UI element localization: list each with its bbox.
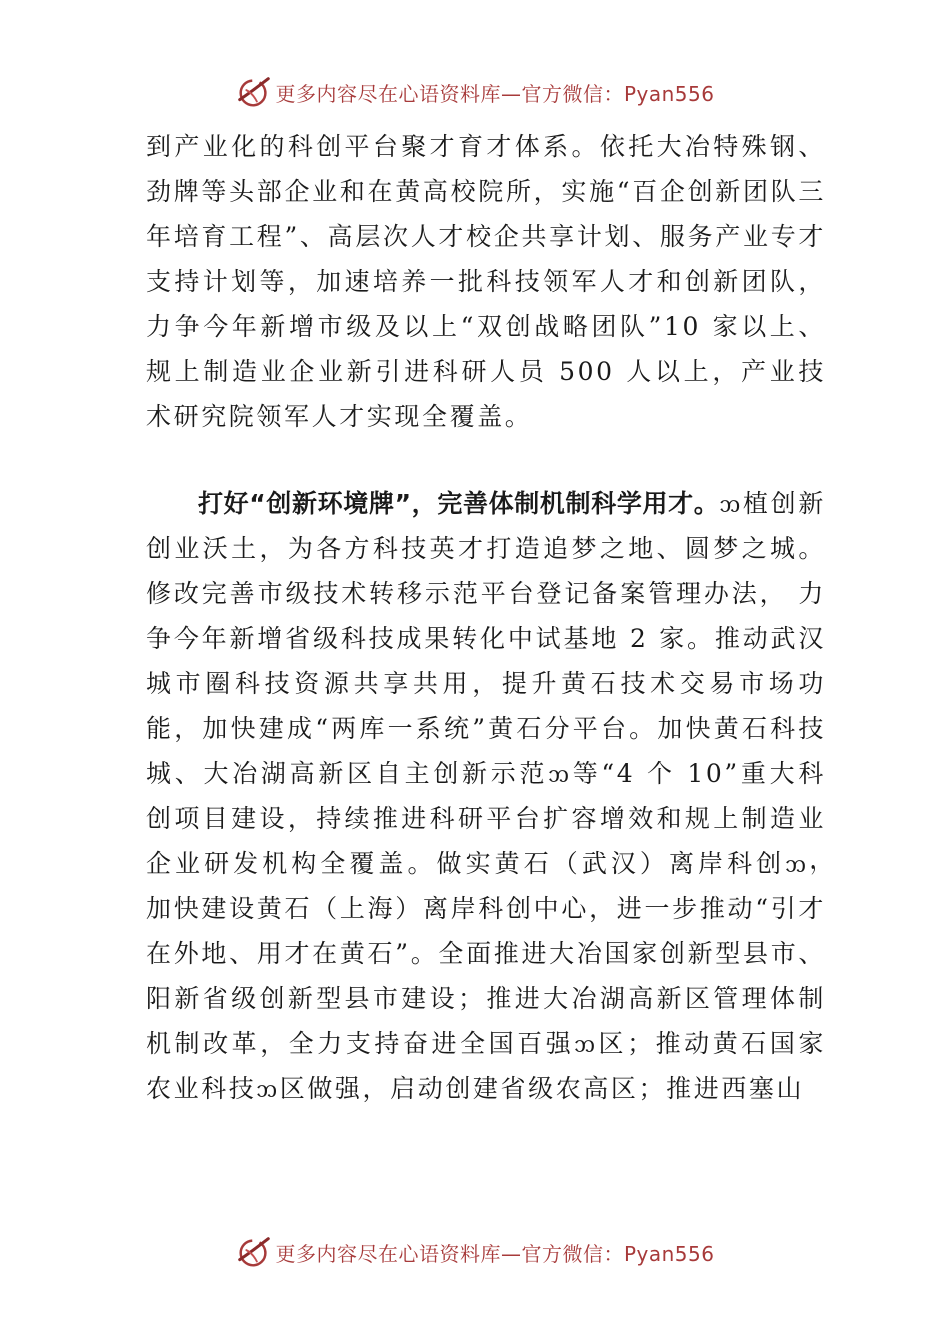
paragraph-talent-system: 到产业化的科创平台聚才育才体系。依托大冶特殊钢、劲牌等头部企业和在黄高校院所，实施“百企创新团队三年培育工程”、高层次人才校企共享计划、服务产业专才支持计划等，加速培养一批科技领军人才和创新团队， 力争今年新增市级及以上“双创战略团队”10 家以上、规上制造业企业新引进科研人员 500 人以上，产业技术研究院领军人才实现全覆盖。 [146,132,826,431]
footer-banner-text: 更多内容尽在心语资料库—官方微信：Pyan556 [275,1241,715,1266]
footer-banner [0,1232,950,1272]
paragraph-innovation-environment [146,481,826,1111]
brush-seal-logo-icon [235,1233,273,1271]
document-body [146,124,826,1111]
brush-seal-logo-icon [235,73,273,111]
paragraph-body-text: ᦘ植创新创业沃土，为各方科技英才打造追梦之地、圆梦之城。修改完善市级技术转移示范平台登记备案管理办法， 力争今年新增省级科技成果转化中试基地 2 家。推动武汉城市圈科技资源共享共用，提升黄石技术交易市场功能，加快建成“两库一系统”黄石分平台。加快黄石科技城、大冶湖高新区自主创新示范ᦘ等“4 个 10”重大科创项目建设，持续推进科研平台扩容增效和规上制造业企业研发机构全覆盖。做实黄石（武汉）离岸科创ᦘ， 加快建设黄石（上海）离岸科创中心，进一步推动“引才在外地、用才在黄石”。全面推进大冶国家创新型县市、阳新省级创新型县市建设；推进大冶湖高新区管理体制机制改革，全力支持奋进全国百强ᦘ区；推动黄石国家农业科技ᦘ区做强，启动创建省级农高区；推进西塞山 [146,489,826,1103]
paragraph-lead-heading: 打好“创新环境牌”，完善体制机制科学用才。 [198,489,720,518]
header-banner-text: 更多内容尽在心语资料库—官方微信：Pyan556 [275,81,715,106]
header-banner [0,72,950,112]
